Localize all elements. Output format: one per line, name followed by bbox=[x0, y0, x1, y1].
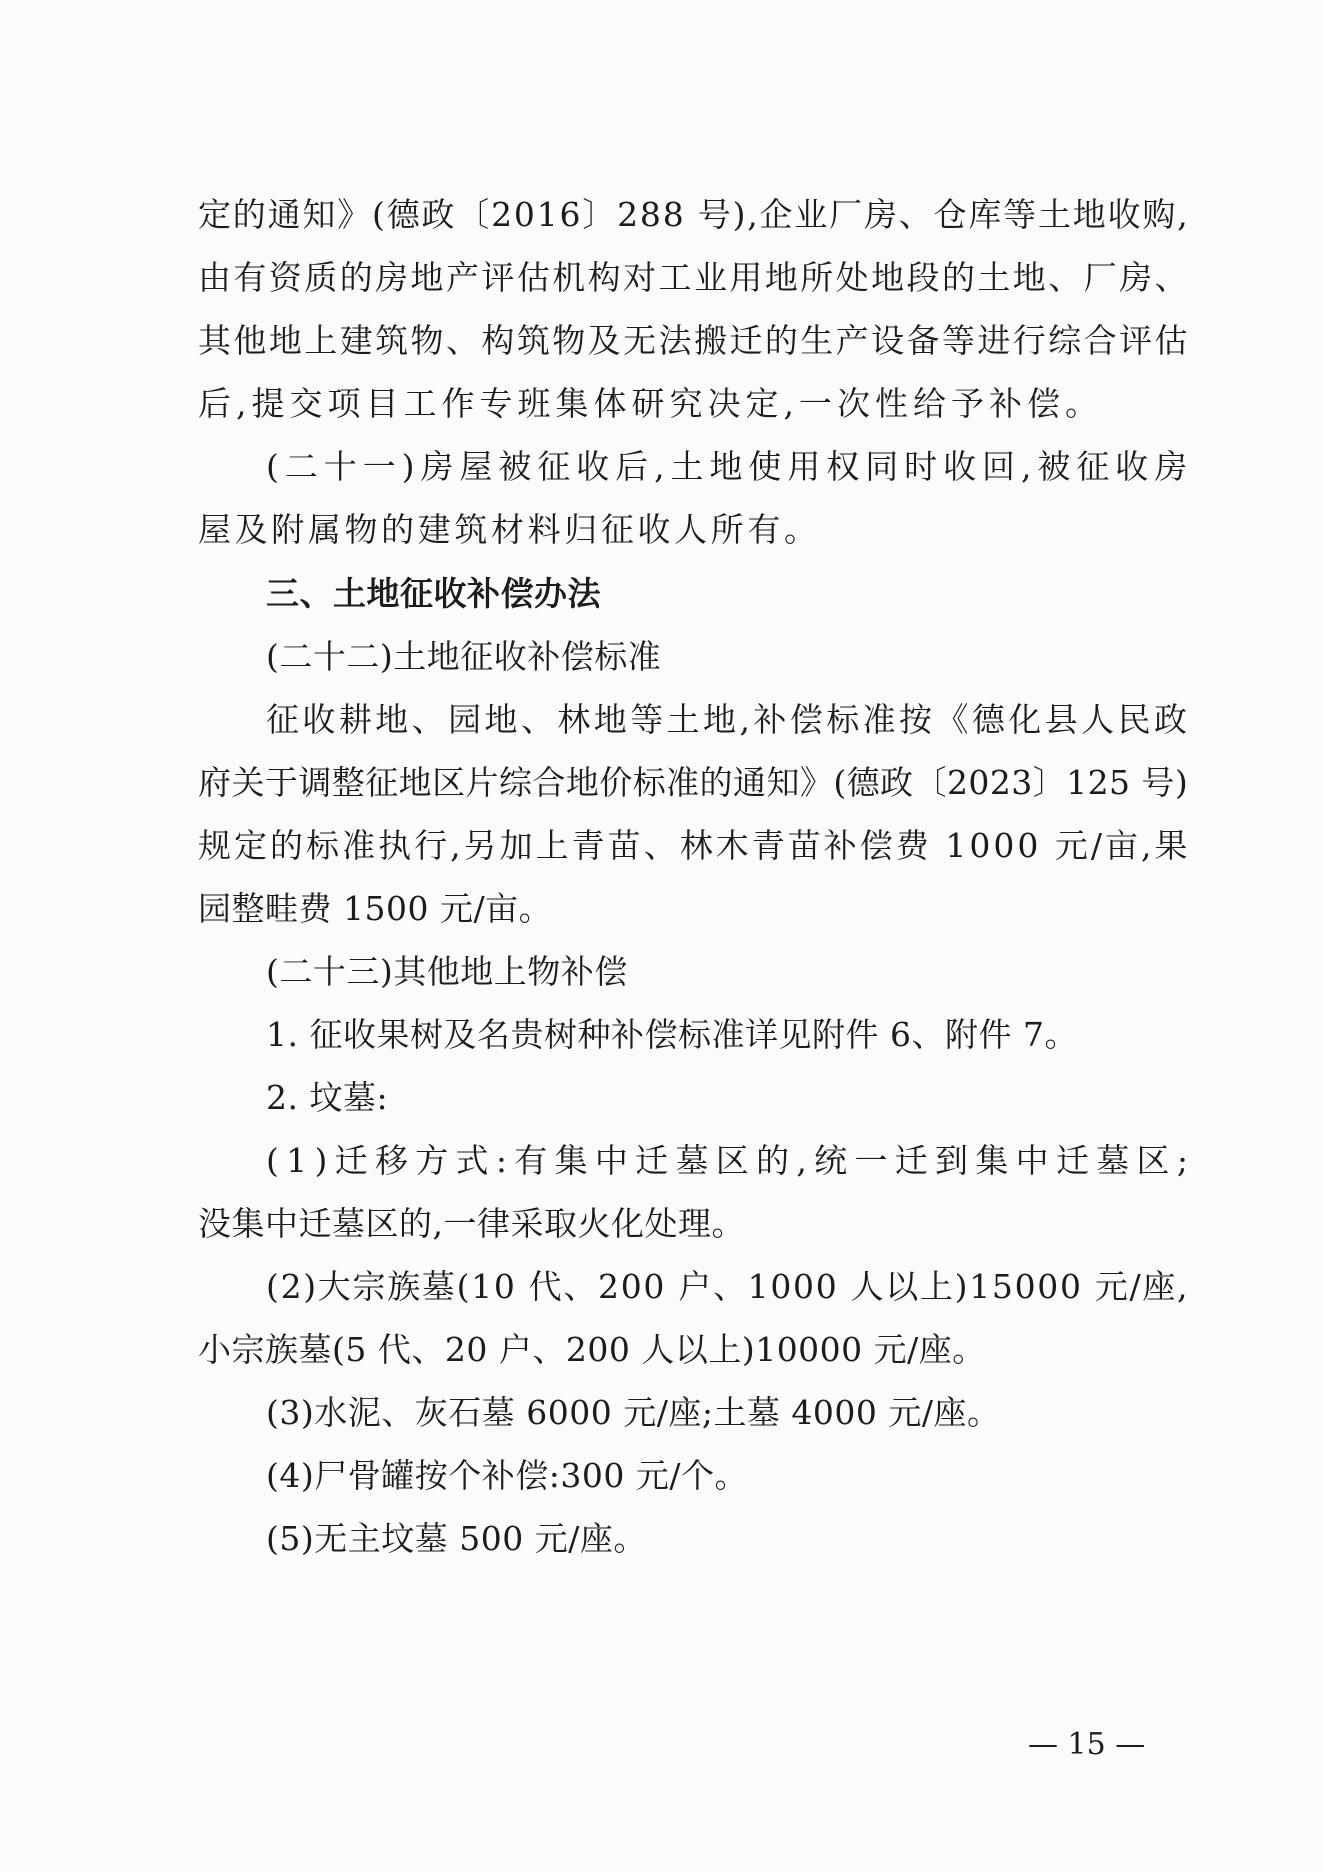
text-line-9: 征收耕地、园地、林地等土地,补偿标准按《德化县人民政 bbox=[266, 700, 1191, 739]
text-line-20: (3)水泥、灰石墓 6000 元/座;土墓 4000 元/座。 bbox=[266, 1393, 1001, 1432]
text-line-10: 府关于调整征地区片综合地价标准的通知》(德政〔2023〕125 号) bbox=[198, 763, 1189, 802]
text-line-6: 屋及附属物的建筑材料归征收人所有。 bbox=[198, 510, 821, 549]
text-line-3: 其他地上建筑物、构筑物及无法搬迁的生产设备等进行综合评估 bbox=[198, 321, 1190, 360]
section-heading: 三、土地征收补偿办法 bbox=[266, 574, 601, 613]
text-line-18: (2)大宗族墓(10 代、200 户、1000 人以上)15000 元/座, bbox=[266, 1267, 1190, 1306]
text-line-11: 规定的标准执行,另加上青苗、林木青苗补偿费 1000 元/亩,果 bbox=[198, 826, 1191, 865]
subsection-heading-22: (二十二)土地征收补偿标准 bbox=[266, 637, 662, 676]
text-line-17: 没集中迁墓区的,一律采取火化处理。 bbox=[198, 1204, 745, 1243]
text-line-2: 由有资质的房地产评估机构对工业用地所处地段的土地、厂房、 bbox=[198, 258, 1190, 297]
text-line-12: 园整畦费 1500 元/亩。 bbox=[198, 889, 553, 928]
text-line-14: 1. 征收果树及名贵树种补偿标准详见附件 6、附件 7。 bbox=[266, 1015, 1078, 1054]
text-line-15: 2. 坟墓: bbox=[266, 1078, 389, 1117]
text-line-4: 后,提交项目工作专班集体研究决定,一次性给予补偿。 bbox=[198, 384, 1103, 423]
text-line-1: 定的通知》(德政〔2016〕288 号),企业厂房、仓库等土地收购, bbox=[198, 195, 1190, 234]
text-line-16: (1)迁移方式:有集中迁墓区的,统一迁到集中迁墓区; bbox=[266, 1141, 1196, 1180]
text-line-5: (二十一)房屋被征收后,土地使用权同时收回,被征收房 bbox=[266, 447, 1194, 486]
text-line-21: (4)尸骨罐按个补偿:300 元/个。 bbox=[266, 1456, 748, 1495]
text-line-22: (5)无主坟墓 500 元/座。 bbox=[266, 1519, 647, 1558]
page-number: — 15 — bbox=[1028, 1727, 1146, 1762]
subsection-heading-23: (二十三)其他地上物补偿 bbox=[266, 952, 628, 991]
text-line-19: 小宗族墓(5 代、20 户、200 人以上)10000 元/座。 bbox=[198, 1330, 986, 1369]
